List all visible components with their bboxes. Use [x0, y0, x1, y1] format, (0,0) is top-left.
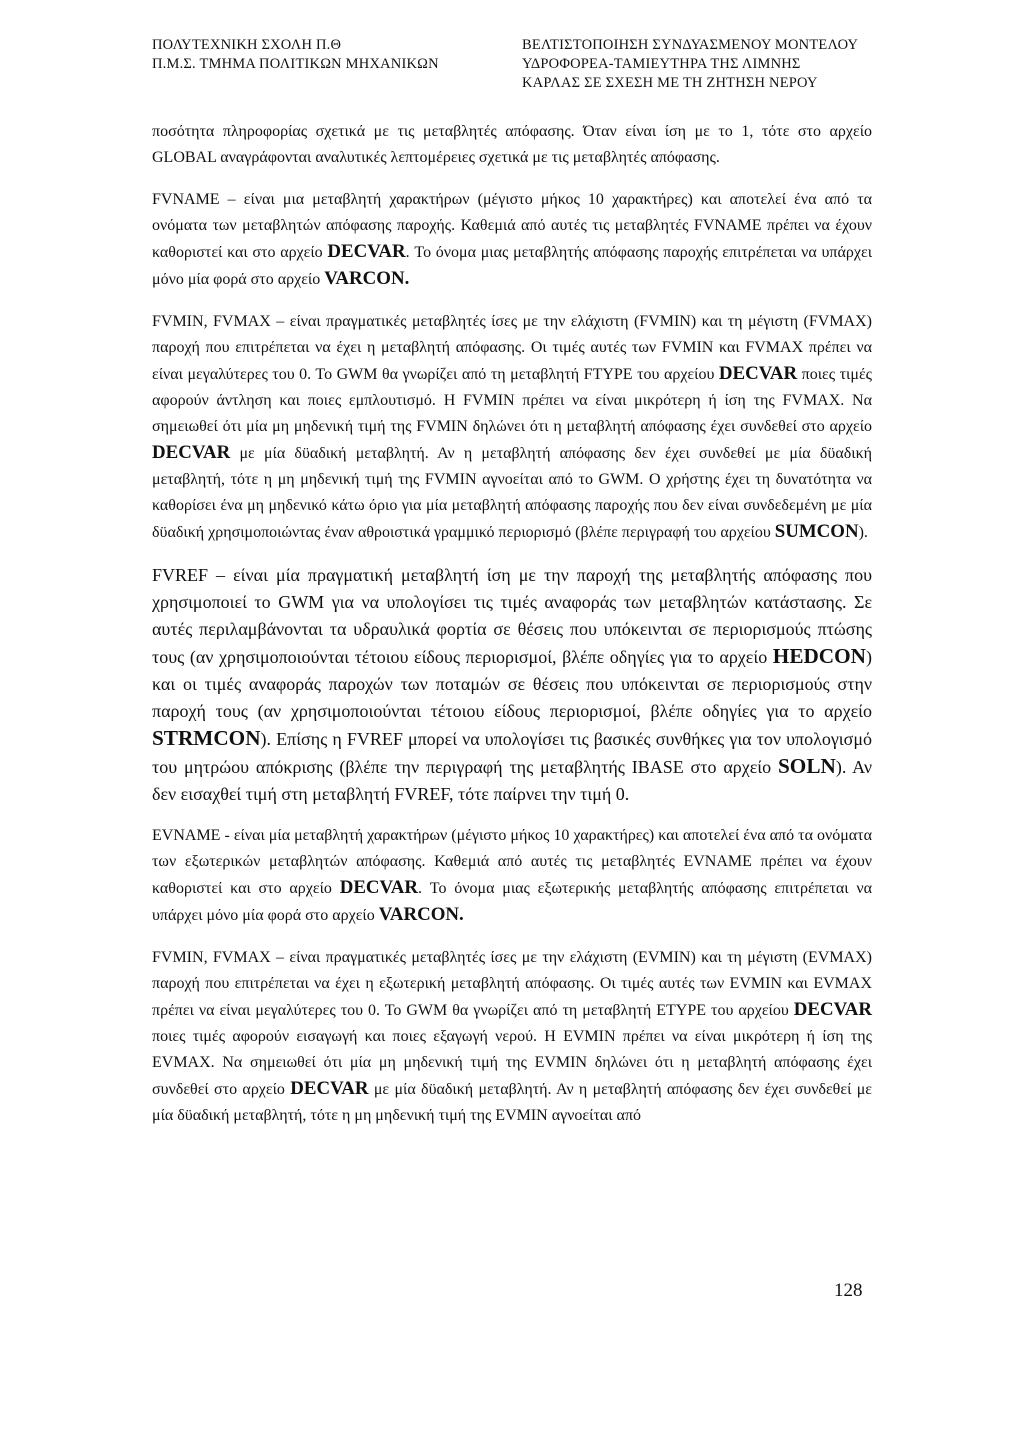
file-name-decvar: DECVAR	[718, 363, 798, 384]
header-title-line-1: ΒΕΛΤΙΣΤΟΠΟΙΗΣΗ ΣΥΝΔΥΑΣΜΕΝΟΥ ΜΟΝΤΕΛΟΥ	[522, 37, 859, 53]
header-institution: ΠΟΛΥΤΕΧΝΙΚΗ ΣΧΟΛΗ Π.Θ	[152, 37, 342, 53]
text-run: ). Αν δεν εισαχθεί τιμή στη μεταβλητή FVREF, τότε παίρνει την τιμή 0.	[152, 757, 872, 804]
header-left	[152, 36, 439, 74]
text-run: EVNAME - είναι μία μεταβλητή χαρακτήρων (μέγιστο μήκος 10 χαρακτήρες) και αποτελεί ένα από τα ονόματα των εξωτερικών μεταβλητών απόφασης. Καθεμιά από αυτές τις μεταβλητές EVNAME πρέπει να έχουν καθοριστεί και στο αρχείο	[152, 827, 872, 897]
text-run: ).	[858, 524, 868, 541]
paragraph-evmin-evmax	[152, 945, 872, 1129]
file-name-decvar: DECVAR	[793, 999, 872, 1020]
paragraph-evname	[152, 823, 872, 929]
file-name-decvar: DECVAR	[327, 241, 406, 262]
paragraph-fvmin-fvmax	[152, 309, 872, 546]
file-name-hedcon: HEDCON	[772, 644, 866, 668]
page-number: 128	[834, 1280, 863, 1301]
header-title-line-2: ΥΔΡΟΦΟΡΕΑ-ΤΑΜΙΕΥΤΗΡΑ ΤΗΣ ΛΙΜΝΗΣ	[522, 56, 801, 72]
file-name-varcon: VARCON.	[324, 268, 410, 289]
text-run: ). Επίσης η FVREF μπορεί να υπολογίσει τις βασικές συνθήκες για τον υπολογισμό του μητρώου απόκρισης (βλέπε την περιγραφή της μεταβλητής IBASE στο αρχείο	[152, 729, 872, 777]
text-run: FVMIN, FVMAX – είναι πραγματικές μεταβλητές ίσες με την ελάχιστη (EVMIN) και τη μέγιστη (EVMAX) παροχή που επιτρέπεται να έχει η εξωτερική μεταβλητή απόφασης. Οι τιμές αυτές των EVMIN και EVMAX πρέπει να είναι μεγαλύτερες του 0. Το GWM θα γνωρίζει από τη μεταβλητή ETYPE του αρχείου	[152, 949, 872, 1019]
header-department: Π.Μ.Σ. ΤΜΗΜΑ ΠΟΛΙΤΙΚΩΝ ΜΗΧΑΝΙΚΩΝ	[152, 56, 439, 72]
file-name-sumcon: SUMCON	[774, 521, 859, 542]
text-run: FVNAME – είναι μια μεταβλητή χαρακτήρων (μέγιστο μήκος 10 χαρακτήρες) και αποτελεί ένα από τα ονόματα των μεταβλητών απόφασης παροχής. Καθεμιά από αυτές τις μεταβλητές FVNAME πρέπει να έχουν καθοριστεί και στο αρχείο	[152, 191, 872, 261]
text-run: ποιες τιμές αφορούν εισαγωγή και ποιες εξαγωγή νερού. Η EVMIN πρέπει να είναι μικρότερη ή ίση της EVMAX. Να σημειωθεί ότι μία μη μηδενική τιμή της EVMIN δηλώνει ότι η μεταβλητή απόφασης έχει συνδεθεί στο αρχείο	[152, 1028, 872, 1098]
file-name-decvar: DECVAR	[290, 1078, 369, 1099]
file-name-decvar: DECVAR	[152, 442, 231, 463]
page-header	[152, 36, 872, 96]
text-run: FVMIN, FVMAX – είναι πραγματικές μεταβλητές ίσες με την ελάχιστη (FVMIN) και τη μέγιστη (FVMAX) παροχή που επιτρέπεται να έχει η μεταβλητή απόφασης. Οι τιμές αυτές των FVMIN και FVMAX πρέπει να είναι μεγαλύτερες του 0. Το GWM θα γνωρίζει από τη μεταβλητή FTYPE του αρχείου	[152, 313, 872, 383]
header-title-line-3: ΚΑΡΛΑΣ ΣΕ ΣΧΕΣΗ ΜΕ ΤΗ ΖΗΤΗΣΗ ΝΕΡΟΥ	[522, 75, 818, 91]
file-name-decvar: DECVAR	[339, 877, 418, 898]
paragraph-fvname	[152, 187, 872, 293]
file-name-strmcon: STRMCON	[152, 726, 261, 750]
paragraph-global	[152, 119, 872, 171]
text-run: με μία δϋαδική μεταβλητή. Αν η μεταβλητή απόφασης δεν έχει συνδεθεί με μία δϋαδική μεταβλητή, τότε η μη μηδενική τιμή της EVMIN αγνοείται από	[152, 1081, 872, 1124]
text-run: . Το όνομα μιας εξωτερικής μεταβλητής απόφασης επιτρέπεται να υπάρχει μόνο μία φορά στο αρχείο	[152, 880, 872, 924]
text-run: . Το όνομα μιας μεταβλητής απόφασης παροχής επιτρέπεται να υπάρχει μόνο μία φορά στο αρχείο	[152, 244, 872, 288]
header-right	[522, 36, 858, 93]
text-run: ποιες τιμές αφορούν άντληση και ποιες εμπλουτισμό. Η FVMIN πρέπει να είναι μικρότερη ή ίση της FVMAX. Να σημειωθεί ότι μία μη μηδενική τιμή της FVMIN δηλώνει ότι η μεταβλητή απόφασης έχει συνδεθεί στο αρχείο	[152, 366, 872, 435]
text-run: ) και οι τιμές αναφοράς παροχών των ποταμών σε θέσεις που υπόκεινται σε περιορισμούς στην παροχή τους (αν χρησιμοποιούνται τέτοιου είδους περιορισμοί, βλέπε οδηγίες για το αρχείο	[152, 647, 872, 721]
file-name-soln: SOLN	[778, 754, 836, 778]
text-run: ποσότητα πληροφορίας σχετικά με τις μεταβλητές απόφασης. Όταν είναι ίση με το 1, τότε στο αρχείο GLOBAL αναγράφονται αναλυτικές λεπτομέρειες σχετικά με τις μεταβλητές απόφασης.	[152, 123, 872, 166]
text-run: FVREF – είναι μία πραγματική μεταβλητή ίση με την παροχή της μεταβλητής απόφασης που χρησιμοποιεί το GWM για να υπολογίσει τις τιμές αναφοράς των μεταβλητών κατάστασης. Σε αυτές περιλαμβάνονται τα υδραυλικά φορτία σε θέσεις που υπόκεινται σε περιορισμούς πτώσης τους (αν χρησιμοποιούνται τέτοιου είδους περιορισμοί, βλέπε οδηγίες για το αρχείο	[152, 565, 872, 667]
page-body	[152, 119, 872, 1145]
text-run: με μία δϋαδική μεταβλητή. Αν η μεταβλητή απόφασης δεν έχει συνδεθεί με μία δϋαδική μεταβλητή, τότε η μη μηδενική τιμή της FVMIN αγνοείται από το GWM. Ο χρήστης έχει τη δυνατότητα να καθορίσει ένα μη μηδενικό κάτω όριο για μία μεταβλητή απόφασης παροχής που δεν είναι συνδεδεμένη με μία δϋαδική χρησιμοποιώντας έναν αθροιστικά γραμμικό περιορισμό (βλέπε περιγραφή του αρχείου	[152, 445, 872, 541]
file-name-varcon: VARCON.	[378, 904, 464, 925]
paragraph-fvref	[152, 562, 872, 808]
